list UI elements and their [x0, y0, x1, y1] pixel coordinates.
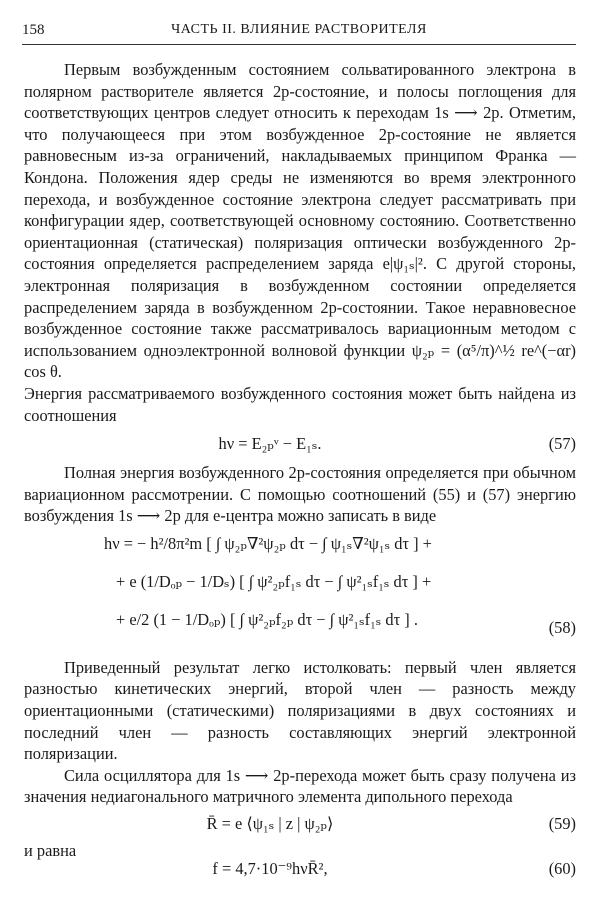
running-title: ЧАСТЬ II. ВЛИЯНИЕ РАСТВОРИТЕЛЯ [171, 22, 427, 37]
equation-58-line-1-body: hν = − h²/8π²m [ ∫ ψ₂ₚ∇²ψ₂ₚ dτ − ∫ ψ₁ₛ∇²ψ₁ₛ dτ ] + [104, 533, 432, 553]
paragraph-2: Энергия рассматриваемого возбужденного состояния может быть найдена из соотношения [24, 383, 576, 425]
equation-58-line-2 [24, 571, 576, 609]
header-rule [22, 44, 576, 45]
equation-58-line-1 [24, 533, 576, 571]
equation-60-number: (60) [548, 858, 576, 878]
equation-58-line-3 [24, 609, 576, 647]
equation-57 [24, 426, 576, 462]
equation-60 [24, 856, 576, 882]
equation-60-body: f = 4,7·10⁻⁹hνR̄², [212, 858, 328, 878]
equation-59 [24, 808, 576, 840]
paragraph-5: Сила осциллятора для 1s ⟶ 2p-перехода может быть сразу получена из значения недиагонального матричного элемента дипольного перехода [24, 765, 576, 807]
paragraph-3: Полная энергия возбужденного 2p-состояния определяется при обычном вариационном рассмотрении. С помощью соотношений (55) и (57) энергию возбуждения 1s ⟶ 2p для e-центра можно записать в виде [24, 463, 576, 526]
page-body [24, 57, 576, 882]
equation-59-body: R̄ = e ⟨ψ₁ₛ | z | ψ₂ₚ⟩ [206, 814, 334, 834]
paragraph-6: и равна [24, 841, 77, 861]
equation-57-number: (57) [548, 434, 576, 454]
page-number: 158 [22, 22, 45, 38]
equation-59-number: (59) [548, 814, 576, 834]
paragraph-1: Первым возбужденным состоянием сольватированного электрона в полярном растворителе является 2p-состояние, и полосы поглощения для соответствующих центров следует относить к переходам 1s ⟶ 2p. Отметим, что получающееся при этом возбужденное 2p-состояние не является равновесным из-за ограничений, накладываемых принципом Франка — Кондона. Положения ядер среды не изменяются во время электронного перехода, и возбужденное состояние электрона следует рассматривать при конфигурации ядер, соответствующей основному состоянию. Соответственно ориентационная (статическая) поляризация оптически возбужденного 2p-состояния определяется распределением заряда e|ψ₁ₛ|². С другой стороны, электронная поляризация в возбужденном состоянии определяется распределением заряда в возбужденном 2p-состоянии. Такое неравновесное возбужденное состояние также рассматривалось вариационным методом с использованием одноэлектронной волновой функции ψ₂ₚ = (α⁵/π)^½ re^(−αr) cos θ. [24, 60, 576, 382]
equation-58-line-2-body: + e (1/Dₒₚ − 1/Dₛ) [ ∫ ψ²₂ₚf₁ₛ dτ − ∫ ψ²₁ₛf₁ₛ dτ ] + [116, 571, 432, 591]
equation-58-number: (58) [548, 617, 576, 637]
paragraph-4: Приведенный результат легко истолковать: первый член является разностью кинетических энергий, второй член — разность между ориентационными (статическими) поляризациями в двух состояниях и последний член — разность составляющих энергий электронной поляризации. [24, 657, 576, 764]
equation-57-body: hν = E₂ₚᵛ − E₁ₛ. [218, 434, 322, 454]
running-header [22, 22, 576, 44]
equation-58-line-3-body: + e/2 (1 − 1/Dₒₚ) [ ∫ ψ²₂ₚf₂ₚ dτ − ∫ ψ²₁ₛf₁ₛ dτ ] . [116, 609, 418, 629]
